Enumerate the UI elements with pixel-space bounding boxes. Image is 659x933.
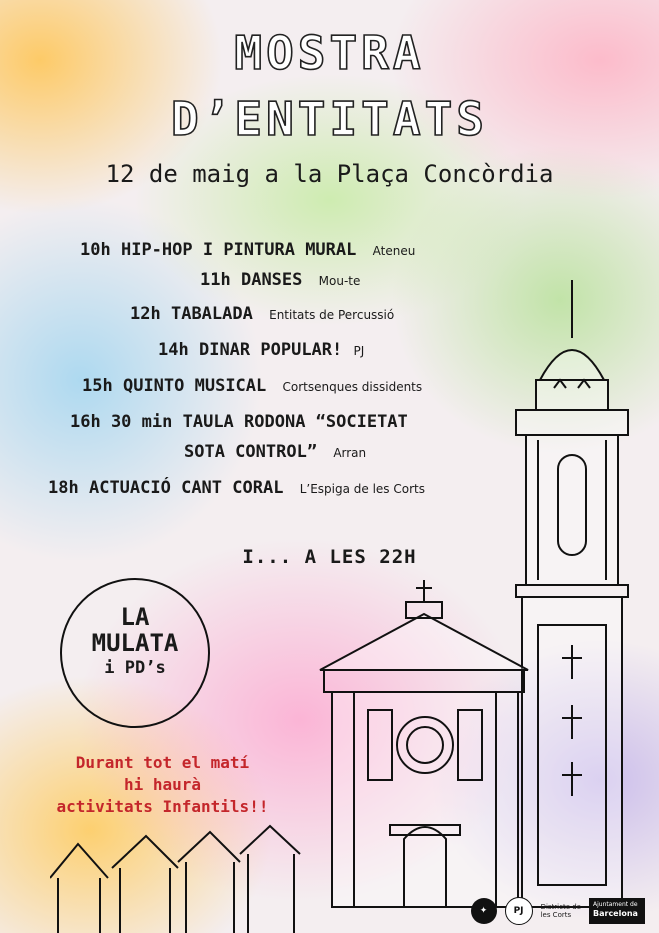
church-illustration (310, 280, 630, 910)
program-activity: TAULA RODONA “SOCIETAT (182, 412, 408, 432)
district-logo: Districte de les Corts (540, 903, 581, 919)
program-activity: TABALADA (170, 304, 253, 324)
program-activity: ACTUACIÓ CANT CORAL (88, 478, 284, 498)
kids-line-2: hi haurà (123, 775, 202, 794)
program-time: 10h (80, 240, 111, 260)
program-item-1 (80, 240, 415, 260)
program-entity: Ateneu (372, 244, 416, 258)
program-activity: SOTA CONTROL” (184, 442, 318, 462)
headliner-line-3: i PD’s (104, 658, 166, 678)
kids-line-1: Durant tot el matí (75, 753, 250, 772)
sponsor-logos (471, 897, 645, 925)
program-activity: HIP-HOP I PINTURA MURAL (120, 240, 357, 260)
market-tents-illustration (50, 818, 310, 933)
headliner-line-2: MULATA (91, 629, 179, 657)
kids-line-3: activitats Infantils!! (56, 797, 269, 816)
program-time: 16h 30 min (70, 412, 173, 432)
program-activity: DANSES (240, 270, 303, 290)
headliner-circle (60, 578, 210, 728)
ajuntament-logo: Ajuntament de Barcelona (589, 898, 645, 924)
program-time: 11h (200, 270, 231, 290)
program-entity: Entitats de Percussió (269, 308, 395, 322)
kids-activities-note (30, 752, 295, 818)
program-entity: PJ (353, 344, 365, 358)
program-entity: Mou-te (318, 274, 361, 288)
headliner-line-1: LA (120, 603, 150, 631)
title-line-1: MOSTRA (234, 26, 425, 80)
program-time: 18h (48, 478, 79, 498)
program-activity: QUINTO MUSICAL (122, 376, 267, 396)
program-entity: Cortsenques dissidents (282, 380, 423, 394)
program-time: 14h (158, 340, 189, 360)
program-time: 12h (130, 304, 161, 324)
title-line-2: D’ENTITATS (171, 92, 488, 146)
event-date-place: 12 de maig a la Plaça Concòrdia (105, 160, 554, 188)
program-entity: Arran (333, 446, 367, 460)
bird-logo-icon: ✦ (471, 898, 497, 924)
program-activity: DINAR POPULAR! (198, 340, 343, 360)
pj-logo: PJ (505, 897, 533, 925)
night-announcement: I... A LES 22H (242, 546, 417, 568)
program-time: 15h (82, 376, 113, 396)
program-entity: L’Espiga de les Corts (299, 482, 425, 496)
